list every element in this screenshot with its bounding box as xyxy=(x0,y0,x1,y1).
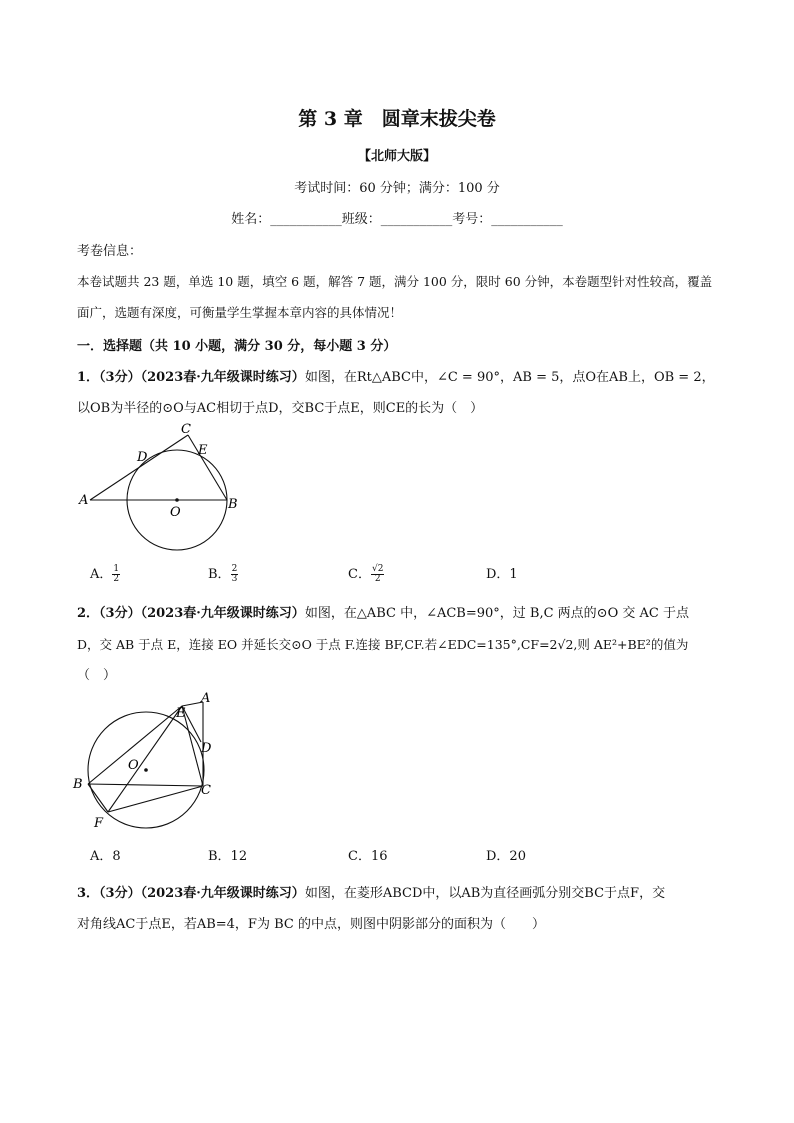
choice-2-b[interactable]: B．12 xyxy=(208,849,248,864)
label-o: O xyxy=(170,505,181,520)
label-o: O xyxy=(128,758,139,773)
label-c: C xyxy=(201,783,211,798)
label-b: B xyxy=(73,777,83,792)
question-1-choices xyxy=(90,563,710,583)
center-point-o xyxy=(175,498,179,502)
center-point-o xyxy=(144,768,148,772)
question-3-text-1: 如图，在菱形ABCD中，以AB为直径画弧分别交BC于点F，交 xyxy=(304,886,666,901)
question-1-text-1: 如图，在Rt△ABC中，∠C = 90°，AB = 5，点O在AB上，OB = 2， xyxy=(304,370,715,385)
label-d: D xyxy=(137,450,148,465)
label-b: B xyxy=(228,497,238,512)
page-title: 第 3 章 圆章末拔尖卷 xyxy=(298,108,496,130)
section-title: 一．选择题（共 10 小题，满分 30 分，每小题 3 分） xyxy=(77,339,397,354)
choice-2-d[interactable]: D．20 xyxy=(486,849,526,864)
segment-ac xyxy=(90,435,188,500)
question-1-figure xyxy=(70,418,250,558)
question-2-line-3: （ ） xyxy=(77,668,117,683)
choice-1-a[interactable]: A． $\frac{1}{2}$ xyxy=(90,564,120,584)
question-1-line-2: 以OB为半径的⊙O与AC相切于点D，交BC于点E，则CE的长为（ ） xyxy=(77,401,484,416)
edition-label: 【北师大版】 xyxy=(357,149,436,164)
question-3-line-1 xyxy=(77,878,717,909)
choice-1-c[interactable]: C． $\frac{√2}{2}$ xyxy=(348,564,384,584)
exam-time: 考试时间：60 分钟；满分：100 分 xyxy=(294,181,500,196)
segment-fc xyxy=(108,786,203,812)
choice-1-b[interactable]: B． $\frac{2}{3}$ xyxy=(208,564,238,584)
segment-bc xyxy=(88,784,203,786)
question-1-lead: 1．（3分）（2023春·九年级课时练习） xyxy=(77,370,305,385)
label-c: C xyxy=(181,422,191,437)
label-e: E xyxy=(198,443,208,458)
question-1-line-1 xyxy=(77,362,717,393)
info-line-1: 本卷试题共 23 题，单选 10 题，填空 6 题，解答 7 题，满分 100 分，限时 60 分钟，本卷题型针对性较高，覆盖 xyxy=(77,274,713,289)
info-line-2: 面广，选题有深度，可衡量学生掌握本章内容的具体情况！ xyxy=(77,305,403,320)
choice-1-d[interactable]: D．1 xyxy=(486,567,518,582)
choice-2-a[interactable]: A．8 xyxy=(90,849,121,864)
info-heading: 考卷信息： xyxy=(77,244,143,259)
label-d: D xyxy=(201,741,212,756)
question-2-text-1: 如图，在△ABC 中，∠ACB=90°，过 B,C 两点的⊙O 交 AC 于点 xyxy=(304,606,689,621)
segment-fe xyxy=(108,706,182,812)
label-a: A xyxy=(79,493,89,508)
segment-cb xyxy=(188,435,227,500)
question-2-lead: 2．（3分）（2023春·九年级课时练习） xyxy=(77,606,305,621)
question-2-line-2: D，交 AB 于点 E，连接 EO 并延长交⊙O 于点 F.连接 BF,CF.若∠EDC=135°,CF=2√2,则 AE²+BE²的值为 xyxy=(77,637,689,652)
segment-bf xyxy=(88,784,108,812)
label-f: F xyxy=(94,816,104,831)
question-3-line-2: 对角线AC于点E，若AB=4，F为 BC 的中点，则图中阴影部分的面积为（ ） xyxy=(77,917,545,932)
question-2-line-1 xyxy=(77,598,717,629)
label-a: A xyxy=(201,692,211,706)
question-3-lead: 3．（3分）（2023春·九年级课时练习） xyxy=(77,886,305,901)
choice-2-c[interactable]: C．16 xyxy=(348,849,388,864)
question-2-figure xyxy=(70,692,230,837)
question-2-choices xyxy=(90,845,710,865)
student-info-fields: 姓名：___________班级：___________考号：___________ xyxy=(231,212,563,227)
label-e: E xyxy=(176,706,186,721)
